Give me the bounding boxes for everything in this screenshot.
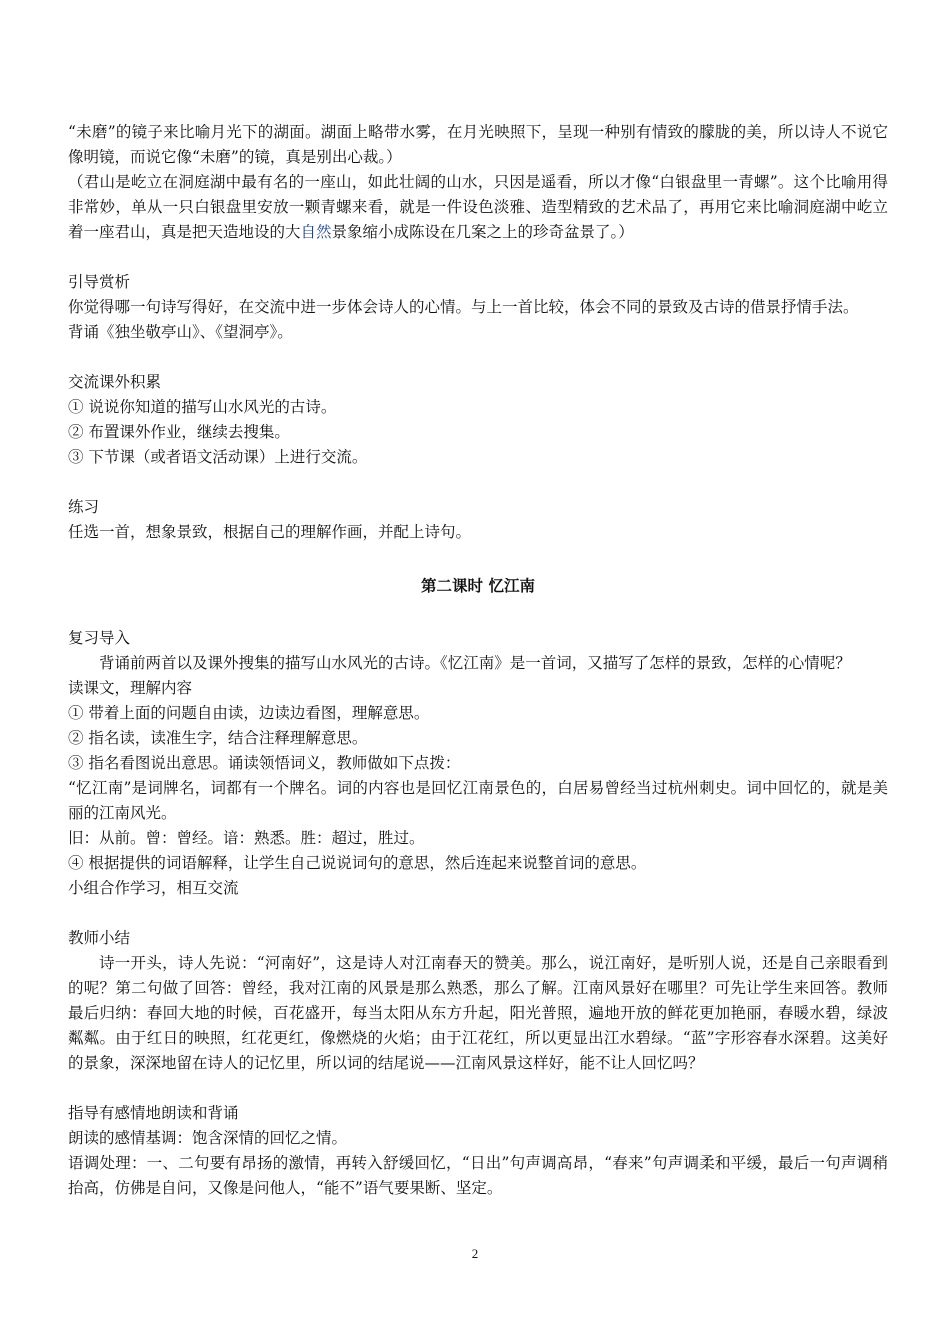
document-page — [68, 120, 888, 1201]
summary-paragraph: 诗一开头，诗人先说：“河南好”，这是诗人对江南春天的赞美。那么，说江南好，是听别人说，还是自己亲眼看到的呢？第二句做了回答：曾经，我对江南的风景是那么熟悉，那么了解。江南风景好在哪里？可先让学生来回答。教师最后归纳：春回大地的时候，百花盛开，每当太阳从东方升起，阳光普照，遍地开放的鲜花更加艳丽，春暖水碧，绿波粼粼。由于红日的映照，红花更红，像燃烧的火焰；由于江花红，所以更显出江水碧绿。“蓝”字形容春水深碧。这美好的景象，深深地留在诗人的记忆里，所以词的结尾说——江南风景这样好，能不让人回忆吗？ — [68, 954, 888, 1072]
group-study: 小组合作学习，相互交流 — [68, 879, 239, 897]
lesson-title: 第二课时 忆江南 — [421, 576, 535, 595]
heading-practice: 练习 — [68, 498, 100, 516]
read-item-1: ① 带着上面的问题自由读，边读边看图，理解意思。 — [68, 704, 430, 722]
exchange-item-2: ② 布置课外作业，继续去搜集。 — [68, 423, 290, 441]
word-glossary: 旧：从前。曾：曾经。谙：熟悉。胜：超过，胜过。 — [68, 829, 425, 847]
exchange-item-3: ③ 下节课（或者语文活动课）上进行交流。 — [68, 448, 368, 466]
highlight-ziran: 自然 — [300, 223, 332, 241]
junshan-text-2: 景象缩小成陈设在几案之上的珍奇盆景了。） — [331, 223, 634, 241]
paragraph-mirror-metaphor: “未磨”的镜子来比喻月光下的湖面。湖面上略带水雾，在月光映照下，呈现一种别有情致的朦胧的美，所以诗人不说它像明镜，而说它像“未磨”的镜，真是别出心裁。） — [68, 123, 888, 166]
paragraph-junshan — [68, 170, 888, 245]
heading-review: 复习导入 — [68, 629, 131, 647]
guide-recite: 背诵《独坐敬亭山》、《望洞亭》。 — [68, 323, 293, 341]
reading-intonation: 语调处理：一、二句要有昂扬的激情，再转入舒缓回忆，“日出”句声调高昂，“春来”句声调柔和平缓，最后一句声调稍抬高，仿佛是自问，又像是问他人，“能不”语气要果断、坚定。 — [68, 1154, 888, 1197]
page-number: 2 — [471, 1246, 479, 1261]
reading-tone: 朗读的感情基调：饱含深情的回忆之情。 — [68, 1129, 348, 1147]
heading-reading: 指导有感情地朗读和背诵 — [68, 1104, 239, 1122]
guide-paragraph: 你觉得哪一句诗写得好，在交流中进一步体会诗人的心情。与上一首比较，体会不同的景致及古诗的借景抒情手法。 — [68, 298, 859, 316]
heading-read: 读课文，理解内容 — [68, 679, 193, 697]
heading-exchange: 交流课外积累 — [68, 373, 162, 391]
read-item-4: ④ 根据提供的词语解释，让学生自己说说词句的意思，然后连起来说整首词的意思。 — [68, 854, 647, 872]
practice-paragraph: 任选一首，想象景致，根据自己的理解作画，并配上诗句。 — [68, 523, 472, 541]
heading-guide: 引导赏析 — [68, 273, 131, 291]
read-item-3: ③ 指名看图说出意思。诵读领悟词义，教师做如下点拨： — [68, 754, 461, 772]
read-item-2: ② 指名读，读准生字，结合注释理解意思。 — [68, 729, 368, 747]
heading-summary: 教师小结 — [68, 929, 131, 947]
explanation-paragraph: “忆江南”是词牌名，词都有一个牌名。词的内容也是回忆江南景色的，白居易曾经当过杭州刺史。词中回忆的，就是美丽的江南风光。 — [68, 779, 888, 822]
review-paragraph: 背诵前两首以及课外搜集的描写山水风光的古诗。《忆江南》是一首词，又描写了怎样的景致，怎样的心情呢？ — [99, 654, 851, 672]
exchange-item-1: ① 说说你知道的描写山水风光的古诗。 — [68, 398, 337, 416]
junshan-text-1: （君山是屹立在洞庭湖中最有名的一座山，如此壮阔的山水，只因是遥看，所以才像“白银盘里一青螺”。这个比喻用得非常妙，单从一只白银盘里安放一颗青螺来看，就是一件设色淡雅、造型精致的艺术品了，再用它来比喻洞庭湖中屹立着一座君山，真是把天造地设的大 — [68, 173, 888, 241]
